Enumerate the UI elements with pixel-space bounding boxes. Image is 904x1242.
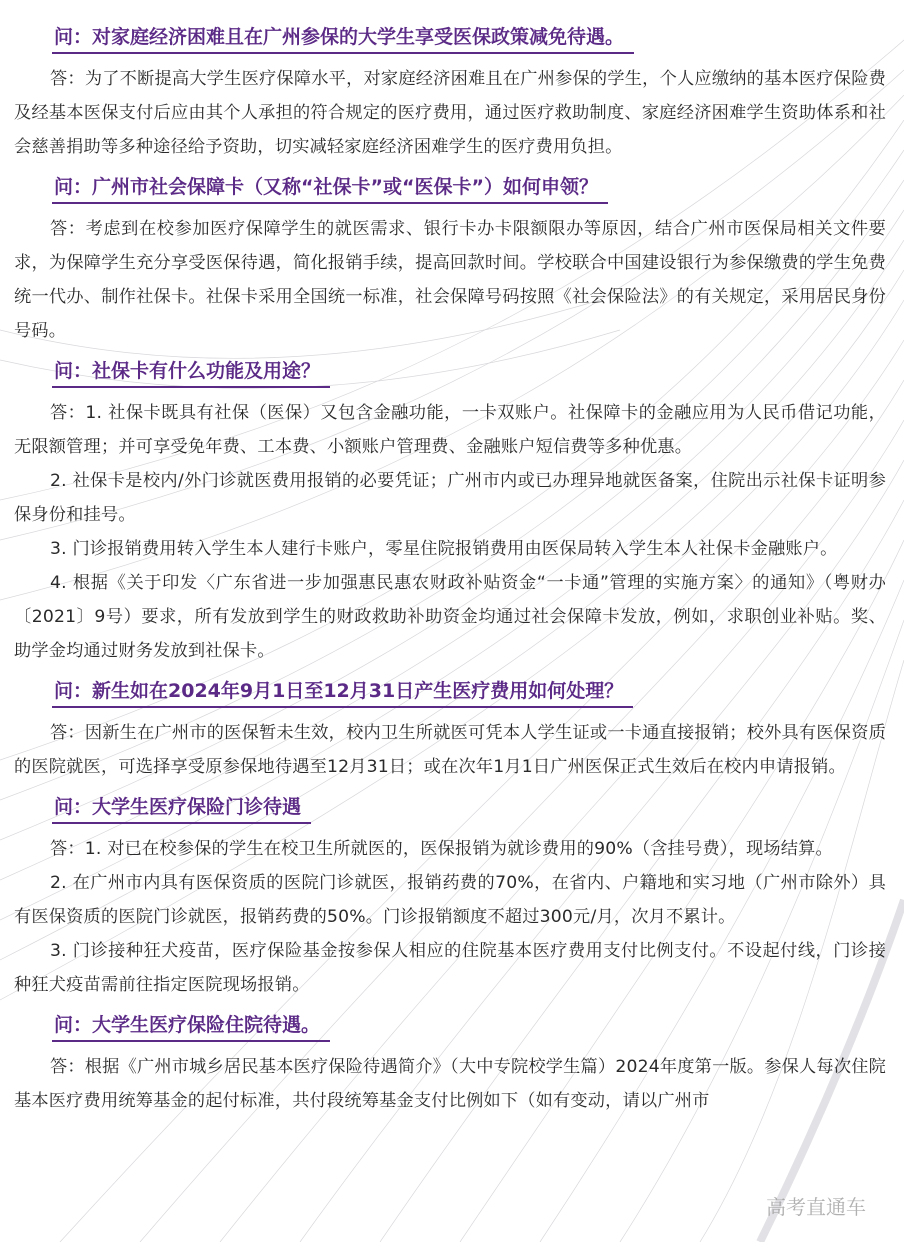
question-heading: 问：对家庭经济困难且在广州参保的大学生享受医保政策减免待遇。 (52, 24, 634, 54)
question-heading: 问：广州市社会保障卡（又称“社保卡”或“医保卡”）如何申领？ (52, 174, 608, 204)
answer-paragraph: 答：根据《广州市城乡居民基本医疗保险待遇简介》（大中专院校学生篇）2024年度第一版。参保人每次住院基本医疗费用统筹基金的起付标准，共付段统筹基金支付比例如下（如有变动，请以广州市 (14, 1057, 886, 1111)
watermark-text: 高考直通车 (766, 1195, 866, 1219)
answer-paragraph: 答：为了不断提高大学生医疗保障水平，对家庭经济困难且在广州参保的学生，个人应缴纳的基本医疗保险费及经基本医保支付后应由其个人承担的符合规定的医疗费用，通过医疗救助制度、家庭经济困难学生资助体系和社会慈善捐助等多种途径给予资助，切实减轻家庭经济困难学生的医疗费用负担。 (14, 69, 886, 157)
question-heading: 问：社保卡有什么功能及用途？ (52, 358, 330, 388)
faq-question-3 (14, 358, 886, 388)
question-heading: 问：大学生医疗保险住院待遇。 (52, 1012, 330, 1042)
answer-paragraph: 3. 门诊报销费用转入学生本人建行卡账户，零星住院报销费用由医保局转入学生本人社保卡金融账户。 (50, 539, 838, 559)
faq-question-5 (14, 794, 886, 824)
question-heading: 问：大学生医疗保险门诊待遇 (52, 794, 311, 824)
answer-paragraph: 答：因新生在广州市的医保暂未生效，校内卫生所就医可凭本人学生证或一卡通直接报销；校外具有医保资质的医院就医，可选择享受原参保地待遇至12月31日；或在次年1月1日广州医保正式生效后在校内申请报销。 (14, 723, 886, 777)
answer-paragraph: 2. 在广州市内具有医保资质的医院门诊就医，报销药费的70%，在省内、户籍地和实习地（广州市除外）具有医保资质的医院门诊就医，报销药费的50%。门诊报销额度不超过300元/月，次月不累计。 (14, 873, 886, 927)
question-heading: 问：新生如在2024年9月1日至12月31日产生医疗费用如何处理？ (52, 678, 633, 708)
answer-paragraph: 答：1. 对已在校参保的学生在校卫生所就医的，医保报销为就诊费用的90%（含挂号费），现场结算。 (50, 839, 833, 859)
answer-paragraph: 3. 门诊接种狂犬疫苗，医疗保险基金按参保人相应的住院基本医疗费用支付比例支付。不设起付线，门诊接种狂犬疫苗需前往指定医院现场报销。 (14, 941, 886, 995)
answer-paragraph: 答：考虑到在校参加医疗保障学生的就医需求、银行卡办卡限额限办等原因，结合广州市医保局相关文件要求，为保障学生充分享受医保待遇，简化报销手续，提高回款时间。学校联合中国建设银行为参保缴费的学生免费统一代办、制作社保卡。社保卡采用全国统一标准，社会保障号码按照《社会保险法》的有关规定，采用居民身份号码。 (14, 219, 886, 341)
faq-question-6 (14, 1012, 886, 1042)
answer-paragraph: 答：1. 社保卡既具有社保（医保）又包含金融功能，一卡双账户。社保障卡的金融应用为人民币借记功能，无限额管理；并可享受免年费、工本费、小额账户管理费、金融账户短信费等多种优惠。 (14, 403, 886, 457)
answer-paragraph: 2. 社保卡是校内/外门诊就医费用报销的必要凭证；广州市内或已办理异地就医备案，住院出示社保卡证明参保身份和挂号。 (14, 471, 886, 525)
faq-question-1 (14, 24, 886, 54)
faq-question-2 (14, 174, 886, 204)
faq-question-4 (14, 678, 886, 708)
answer-paragraph: 4. 根据《关于印发〈广东省进一步加强惠民惠农财政补贴资金“一卡通”管理的实施方案〉的通知》（粤财办〔2021〕9号）要求，所有发放到学生的财政救助补助资金均通过社会保障卡发放，例如，求职创业补贴。奖、助学金均通过财务发放到社保卡。 (14, 573, 886, 661)
